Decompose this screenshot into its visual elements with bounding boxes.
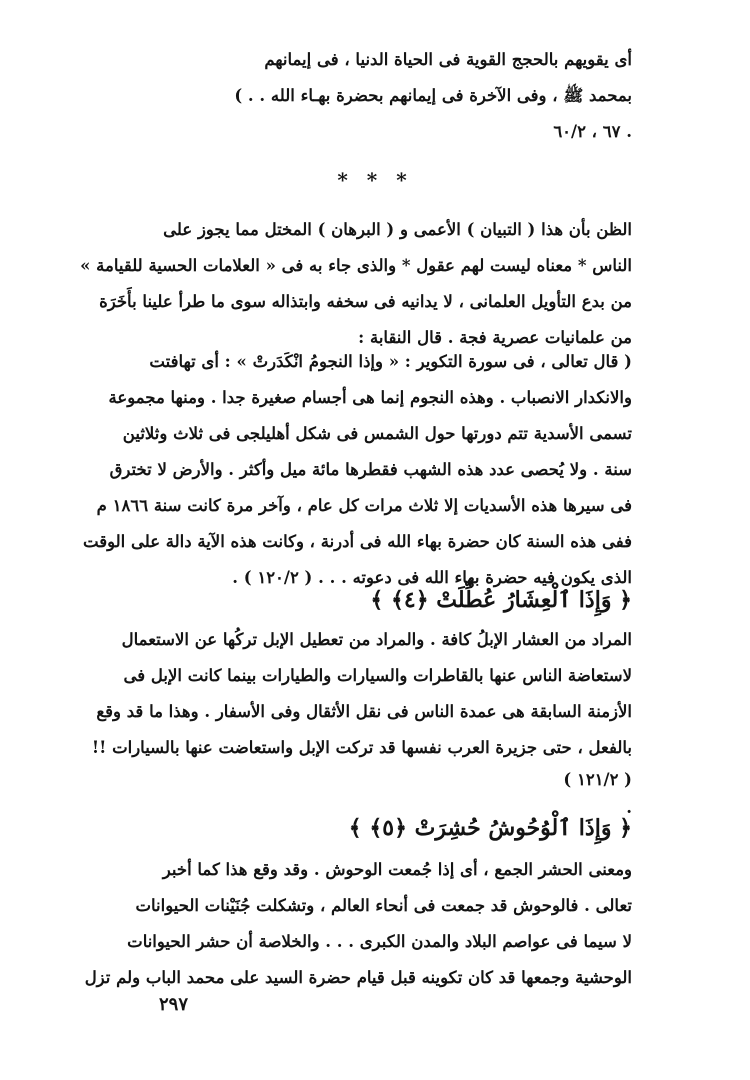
- section-separator: * * *: [337, 168, 413, 192]
- quran-verse-2: ﴿ وَإِذَا ٱلْوُحُوشُ حُشِرَتْ ﴿٥﴾ ﴾: [348, 815, 632, 841]
- text-line: تسمى الأسدية تتم دورتها حول الشمس فى شكل أهليلجى فى ثلاث وثلاثين: [122, 424, 632, 443]
- paragraph-2: [83, 344, 632, 596]
- text-line: .: [626, 798, 632, 817]
- text-line: الذى يكون فيه حضرة بهاء الله فى دعوته . . . ( ١٢٠/٢ ) .: [232, 568, 632, 587]
- paragraph-4: [84, 852, 632, 996]
- text-line: المراد من العشار الإبلُ كافة . والمراد من تعطيل الإبل تركُها عن الاستعمال: [121, 630, 632, 649]
- paragraph-1: [80, 212, 632, 356]
- text-line: تعالى . فالوحوش قد جمعت فى أنحاء العالم ، وتشكلت جُنَيْنات الحيوانات: [135, 896, 632, 915]
- text-line: أى يقويهم بالحجج القوية فى الحياة الدنيا ، فى إيمانهم: [264, 50, 632, 69]
- text-line: الناس * معناه ليست لهم عقول * والذى جاء به فى « العلامات الحسية للقيامة »: [80, 256, 632, 275]
- quran-verse-1: ﴿ وَإِذَا ٱلْعِشَارُ عُطِّلَتْ ﴿٤﴾ ﴾: [370, 587, 632, 613]
- text-line: ( ١٢١/٢ ): [563, 770, 632, 789]
- text-line: الأزمنة السابقة هى عمدة الناس فى نقل الأثقال وفى الأسفار . وهذا ما قد وقع: [96, 702, 632, 721]
- text-line: بالفعل ، حتى جزيرة العرب نفسها قد تركت الإبل واستعاضت عنها بالسيارات !!: [91, 738, 632, 757]
- paragraph-3: [91, 622, 632, 822]
- page-number: ٢٩٧: [158, 994, 188, 1015]
- text-line: سنة . ولا يُحصى عدد هذه الشهب فقطرها مائة ميل وأكثر . والأرض لا تخترق: [109, 460, 632, 479]
- text-line: ففى هذه السنة كان حضرة بهاء الله فى أدرنة ، وكانت هذه الآية دالة على الوقت: [83, 532, 632, 551]
- text-line: ( قال تعالى ، فى سورة التكوير : « وإذا النجومُ انْكَدَرتْ » : أى تهافتت: [149, 352, 632, 371]
- text-line: بمحمد ﷺ ، وفى الآخرة فى إيمانهم بحضرة بهـاء الله . . ): [234, 86, 632, 105]
- text-line: الظن بأن هذا ( التبيان ) الأعمى و ( البرهان ) المختل مما يجوز على: [163, 220, 632, 239]
- text-line: الوحشية وجمعها قد كان تكوينه قبل قيام حضرة السيد على محمد الباب ولم تزل: [84, 968, 632, 987]
- text-line: . ٦٧ ، ٦٠/٢: [553, 122, 632, 141]
- text-line: فى سيرها هذه الأسديات إلا ثلاث مرات كل عام ، وآخر مرة كانت سنة ١٨٦٦ م: [96, 496, 632, 515]
- text-line: ومعنى الحشر الجمع ، أى إذا جُمعت الوحوش . وقد وقع هذا كما أخبر: [162, 860, 632, 879]
- text-line: لاستعاضة الناس عنها بالقاطرات والسيارات والطيارات بينما كانت الإبل فى: [123, 666, 632, 685]
- text-line: من علمانيات عصرية فجة . قال النقابة :: [358, 328, 632, 347]
- intro-paragraph: [128, 42, 632, 150]
- text-line: والانكدار الانصباب . وهذه النجوم إنما هى أجسام صغيرة جدا . ومنها مجموعة: [108, 388, 632, 407]
- text-line: لا سيما فى عواصم البلاد والمدن الكبرى . . . والخلاصة أن حشر الحيوانات: [127, 932, 632, 951]
- text-line: من بدع التأويل العلمانى ، لا يدانيه فى سخفه وابتذاله سوى ما طرأ علينا بأَخَرَة: [99, 292, 632, 311]
